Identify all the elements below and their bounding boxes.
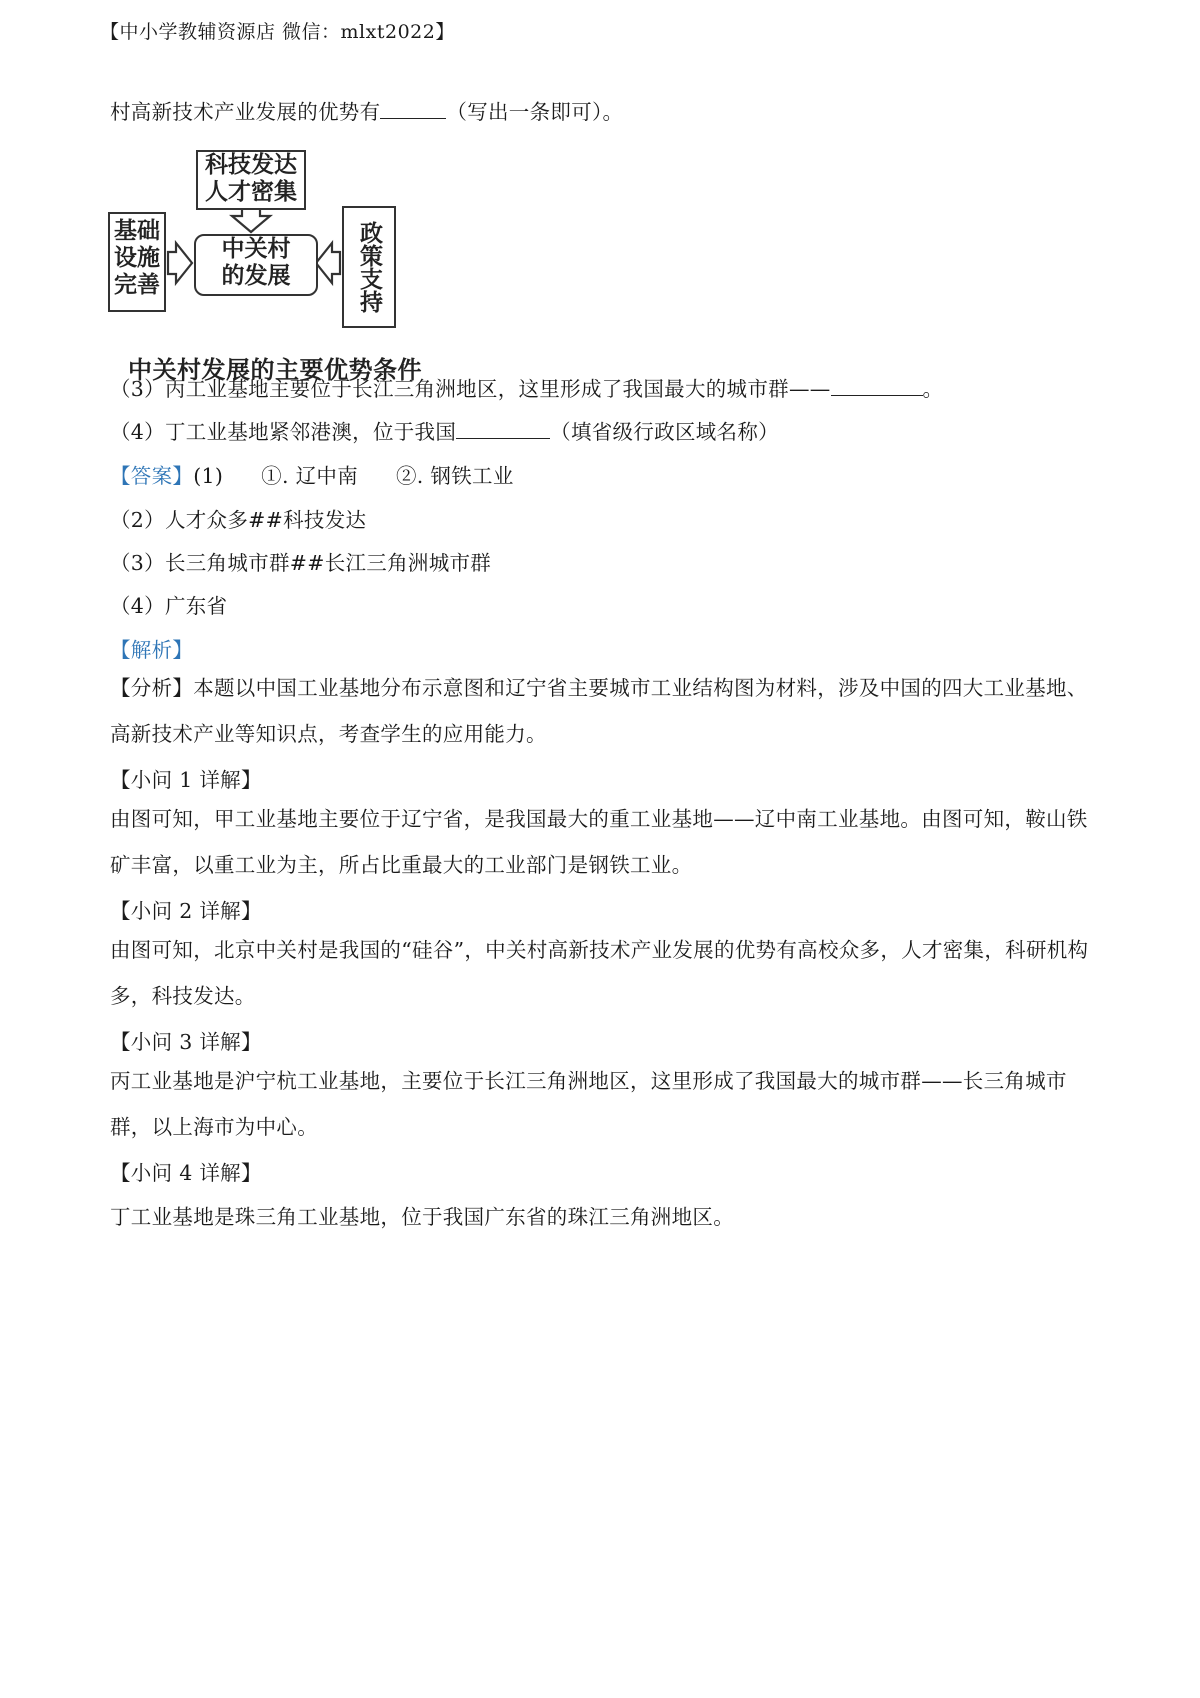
sub-question-3-title: 【小问 3 详解】 <box>110 1030 262 1054</box>
answer-4: （4）广东省 <box>110 594 228 618</box>
answer-1-a: ①. 辽中南 <box>261 464 358 488</box>
top-box-line-2: 人才密集 <box>205 179 297 205</box>
analysis-label: 【解析】 <box>110 638 194 662</box>
answer-2: （2）人才众多##科技发达 <box>110 508 367 532</box>
answer-3: （3）长三角城市群##长江三角洲城市群 <box>110 551 492 575</box>
question-4 <box>110 415 779 445</box>
answer-blank <box>831 377 923 396</box>
diagram-top-box <box>196 150 306 210</box>
answer-line-1 <box>110 459 514 489</box>
right-arrow-icon <box>168 243 192 283</box>
answer-blank <box>456 420 550 439</box>
sub-question-1-text: 由图可知，甲工业基地主要位于辽宁省，是我国最大的重工业基地——辽中南工业基地。由图可知，鞍山铁矿丰富，以重工业为主，所占比重最大的工业部门是钢铁工业。 <box>110 807 1088 877</box>
question-3-text: （3）丙工业基地主要位于长江三角洲地区，这里形成了我国最大的城市群—— <box>110 377 831 401</box>
answer-1-b: ②. 钢铁工业 <box>396 464 514 488</box>
sub-question-3-text: 丙工业基地是沪宁杭工业基地，主要位于长江三角洲地区，这里形成了我国最大的城市群——长三角城市群，以上海市为中心。 <box>110 1069 1067 1139</box>
diagram-left-box <box>108 212 166 312</box>
sub-question-1-title: 【小问 1 详解】 <box>110 768 262 792</box>
analysis-intro: 【分析】本题以中国工业基地分布示意图和辽宁省主要城市工业结构图为材料，涉及中国的四大工业基地、高新技术产业等知识点，考查学生的应用能力。 <box>110 676 1088 746</box>
answer-label: 【答案】 <box>110 464 194 488</box>
question-3-tail: 。 <box>922 377 944 401</box>
answer-blank <box>380 100 446 119</box>
sub-question-2-text: 由图可知，北京中关村是我国的“硅谷”，中关村高新技术产业发展的优势有高校众多，人才密集，科研机构多，科技发达。 <box>110 938 1089 1008</box>
left-arrow-icon <box>316 243 340 283</box>
diagram-caption: 中关村发展的主要优势条件 <box>128 356 422 384</box>
top-box-line-1: 科技发达 <box>205 152 297 178</box>
diagram-right-box: 政策支持 <box>342 206 396 328</box>
left-box-line-1: 基础 <box>114 218 160 244</box>
center-box-line-1: 中关村 <box>221 236 291 262</box>
answer-1-prefix: (1) <box>193 464 224 488</box>
sub-question-2-title: 【小问 2 详解】 <box>110 899 262 923</box>
sub-question-4-text: 丁工业基地是珠三角工业基地，位于我国广东省的珠江三角洲地区。 <box>110 1205 734 1229</box>
question-text: 村高新技术产业发展的优势有 <box>110 100 381 124</box>
question-4-text: （4）丁工业基地紧邻港澳，位于我国 <box>110 420 457 444</box>
zhongguancun-diagram <box>108 150 438 395</box>
question-continuation <box>110 95 623 125</box>
question-4-tail: （填省级行政区域名称） <box>550 420 779 444</box>
sub-question-4-title: 【小问 4 详解】 <box>110 1161 262 1185</box>
page-header: 【中小学教辅资源店 微信：mlxt2022】 <box>100 21 455 43</box>
center-box-line-2: 的发展 <box>221 263 291 289</box>
down-arrow-icon <box>232 207 270 232</box>
left-box-line-2: 设施 <box>114 245 160 271</box>
left-box-line-3: 完善 <box>114 272 160 298</box>
diagram-center-box <box>194 234 318 296</box>
question-note: （写出一条即可）。 <box>446 100 624 124</box>
question-3 <box>110 372 943 402</box>
